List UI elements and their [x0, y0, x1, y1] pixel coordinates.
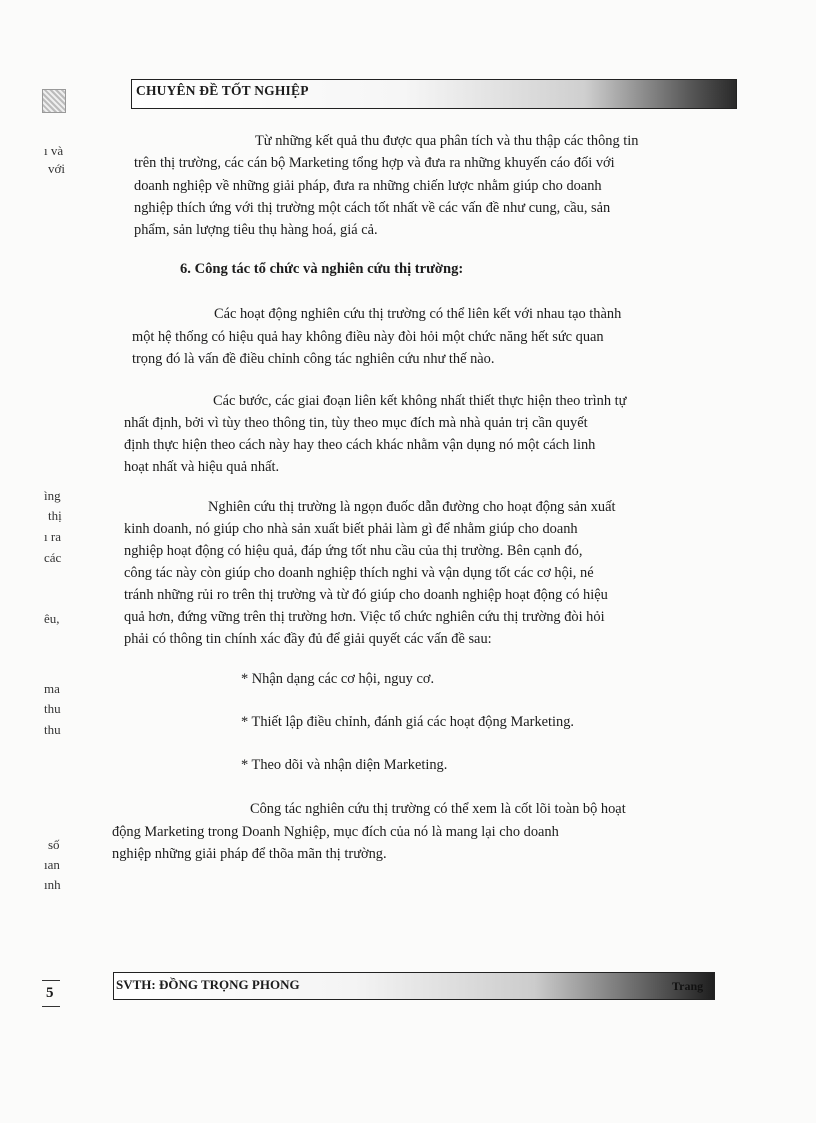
- text-line: kinh doanh, nó giúp cho nhà sản xuất biết phải làm gì để nhằm giúp cho doanh: [124, 521, 578, 537]
- text-line: phẩm, sản lượng tiêu thụ hàng hoá, giá cả.: [134, 222, 378, 238]
- text-line: một hệ thống có hiệu quả hay không điều này đòi hỏi một chức năng hết sức quan: [132, 329, 604, 345]
- margin-fragment: ınh: [44, 877, 61, 892]
- text-line: trên thị trường, các cán bộ Marketing tổng hợp và đưa ra những khuyến cáo đối với: [134, 155, 615, 171]
- margin-fragment: ı và: [44, 143, 64, 158]
- margin-fragment: với: [48, 161, 65, 176]
- margin-fragment: ı ra: [44, 529, 61, 544]
- margin-scan-mark-icon: [42, 89, 66, 113]
- text-line: nghiệp hoạt động có hiệu quả, đáp ứng tốt nhu cầu của thị trường. Bên cạnh đó,: [124, 543, 583, 559]
- page-number: 5: [46, 985, 54, 1001]
- margin-fragment: thị: [48, 508, 62, 523]
- margin-fragment: êu,: [44, 611, 60, 626]
- text-line: hoạt nhất và hiệu quả nhất.: [124, 459, 280, 475]
- text-line: phải có thông tin chính xác đầy đủ để giải quyết các vấn đề sau:: [124, 631, 492, 647]
- text-line: Các bước, các giai đoạn liên kết không nhất thiết thực hiện theo trình tự: [213, 393, 627, 409]
- page-number-rule: [42, 980, 60, 981]
- margin-fragment: thu: [44, 722, 61, 737]
- header-title: CHUYÊN ĐỀ TỐT NGHIỆP: [136, 83, 309, 98]
- footer-corner-text: Trang: [672, 979, 704, 993]
- text-line: nghiệp thích ứng với thị trường một cách tốt nhất về các vấn đề như cung, cầu, sản: [134, 200, 611, 216]
- text-line: quả hơn, đứng vững trên thị trường hơn. Việc tổ chức nghiên cứu thị trường đòi hỏi: [124, 609, 605, 625]
- margin-fragment: ma: [44, 681, 60, 696]
- footer-author: SVTH: ĐỒNG TRỌNG PHONG: [116, 977, 300, 992]
- margin-fragment: ıan: [44, 857, 60, 872]
- margin-fragment: số: [48, 837, 60, 852]
- text-line: tránh những rủi ro trên thị trường và từ đó giúp cho doanh nghiệp hoạt động có hiệu: [124, 587, 608, 603]
- margin-fragment: thu: [44, 701, 61, 716]
- text-line: trọng đó là vấn đề điều chỉnh công tác nghiên cứu như thế nào.: [132, 351, 495, 367]
- text-line: Từ những kết quả thu được qua phân tích và thu thập các thông tin: [255, 133, 639, 149]
- text-line: nghiệp những giải pháp để thõa mãn thị trường.: [112, 846, 387, 862]
- margin-fragment: ìng: [44, 488, 61, 503]
- text-line: nhất định, bởi vì tùy theo thông tin, tùy theo mục đích mà nhà quản trị cần quyết: [124, 415, 588, 431]
- text-line: định thực hiện theo cách này hay theo cách khác nhằm vận dụng nó một cách linh: [124, 437, 596, 453]
- bullet-item: * Thiết lập điều chỉnh, đánh giá các hoạt động Marketing.: [241, 714, 575, 730]
- text-line: Nghiên cứu thị trường là ngọn đuốc dẫn đường cho hoạt động sản xuất: [208, 499, 616, 515]
- text-line: doanh nghiệp về những giải pháp, đưa ra những chiến lược nhằm giúp cho doanh: [134, 178, 602, 194]
- page-number-rule: [42, 1006, 60, 1007]
- text-line: động Marketing trong Doanh Nghiệp, mục đích của nó là mang lại cho doanh: [112, 824, 559, 840]
- text-line: công tác này còn giúp cho doanh nghiệp thích nghi và vận dụng tốt các cơ hội, né: [124, 565, 594, 581]
- section-heading: 6. Công tác tổ chức và nghiên cứu thị trường:: [180, 261, 464, 277]
- text-line: Các hoạt động nghiên cứu thị trường có thể liên kết với nhau tạo thành: [214, 306, 622, 322]
- bullet-item: * Theo dõi và nhận diện Marketing.: [241, 757, 448, 773]
- text-line: Công tác nghiên cứu thị trường có thể xem là cốt lõi toàn bộ hoạt: [250, 801, 626, 817]
- margin-fragment: các: [44, 550, 62, 565]
- bullet-item: * Nhận dạng các cơ hội, nguy cơ.: [241, 671, 435, 687]
